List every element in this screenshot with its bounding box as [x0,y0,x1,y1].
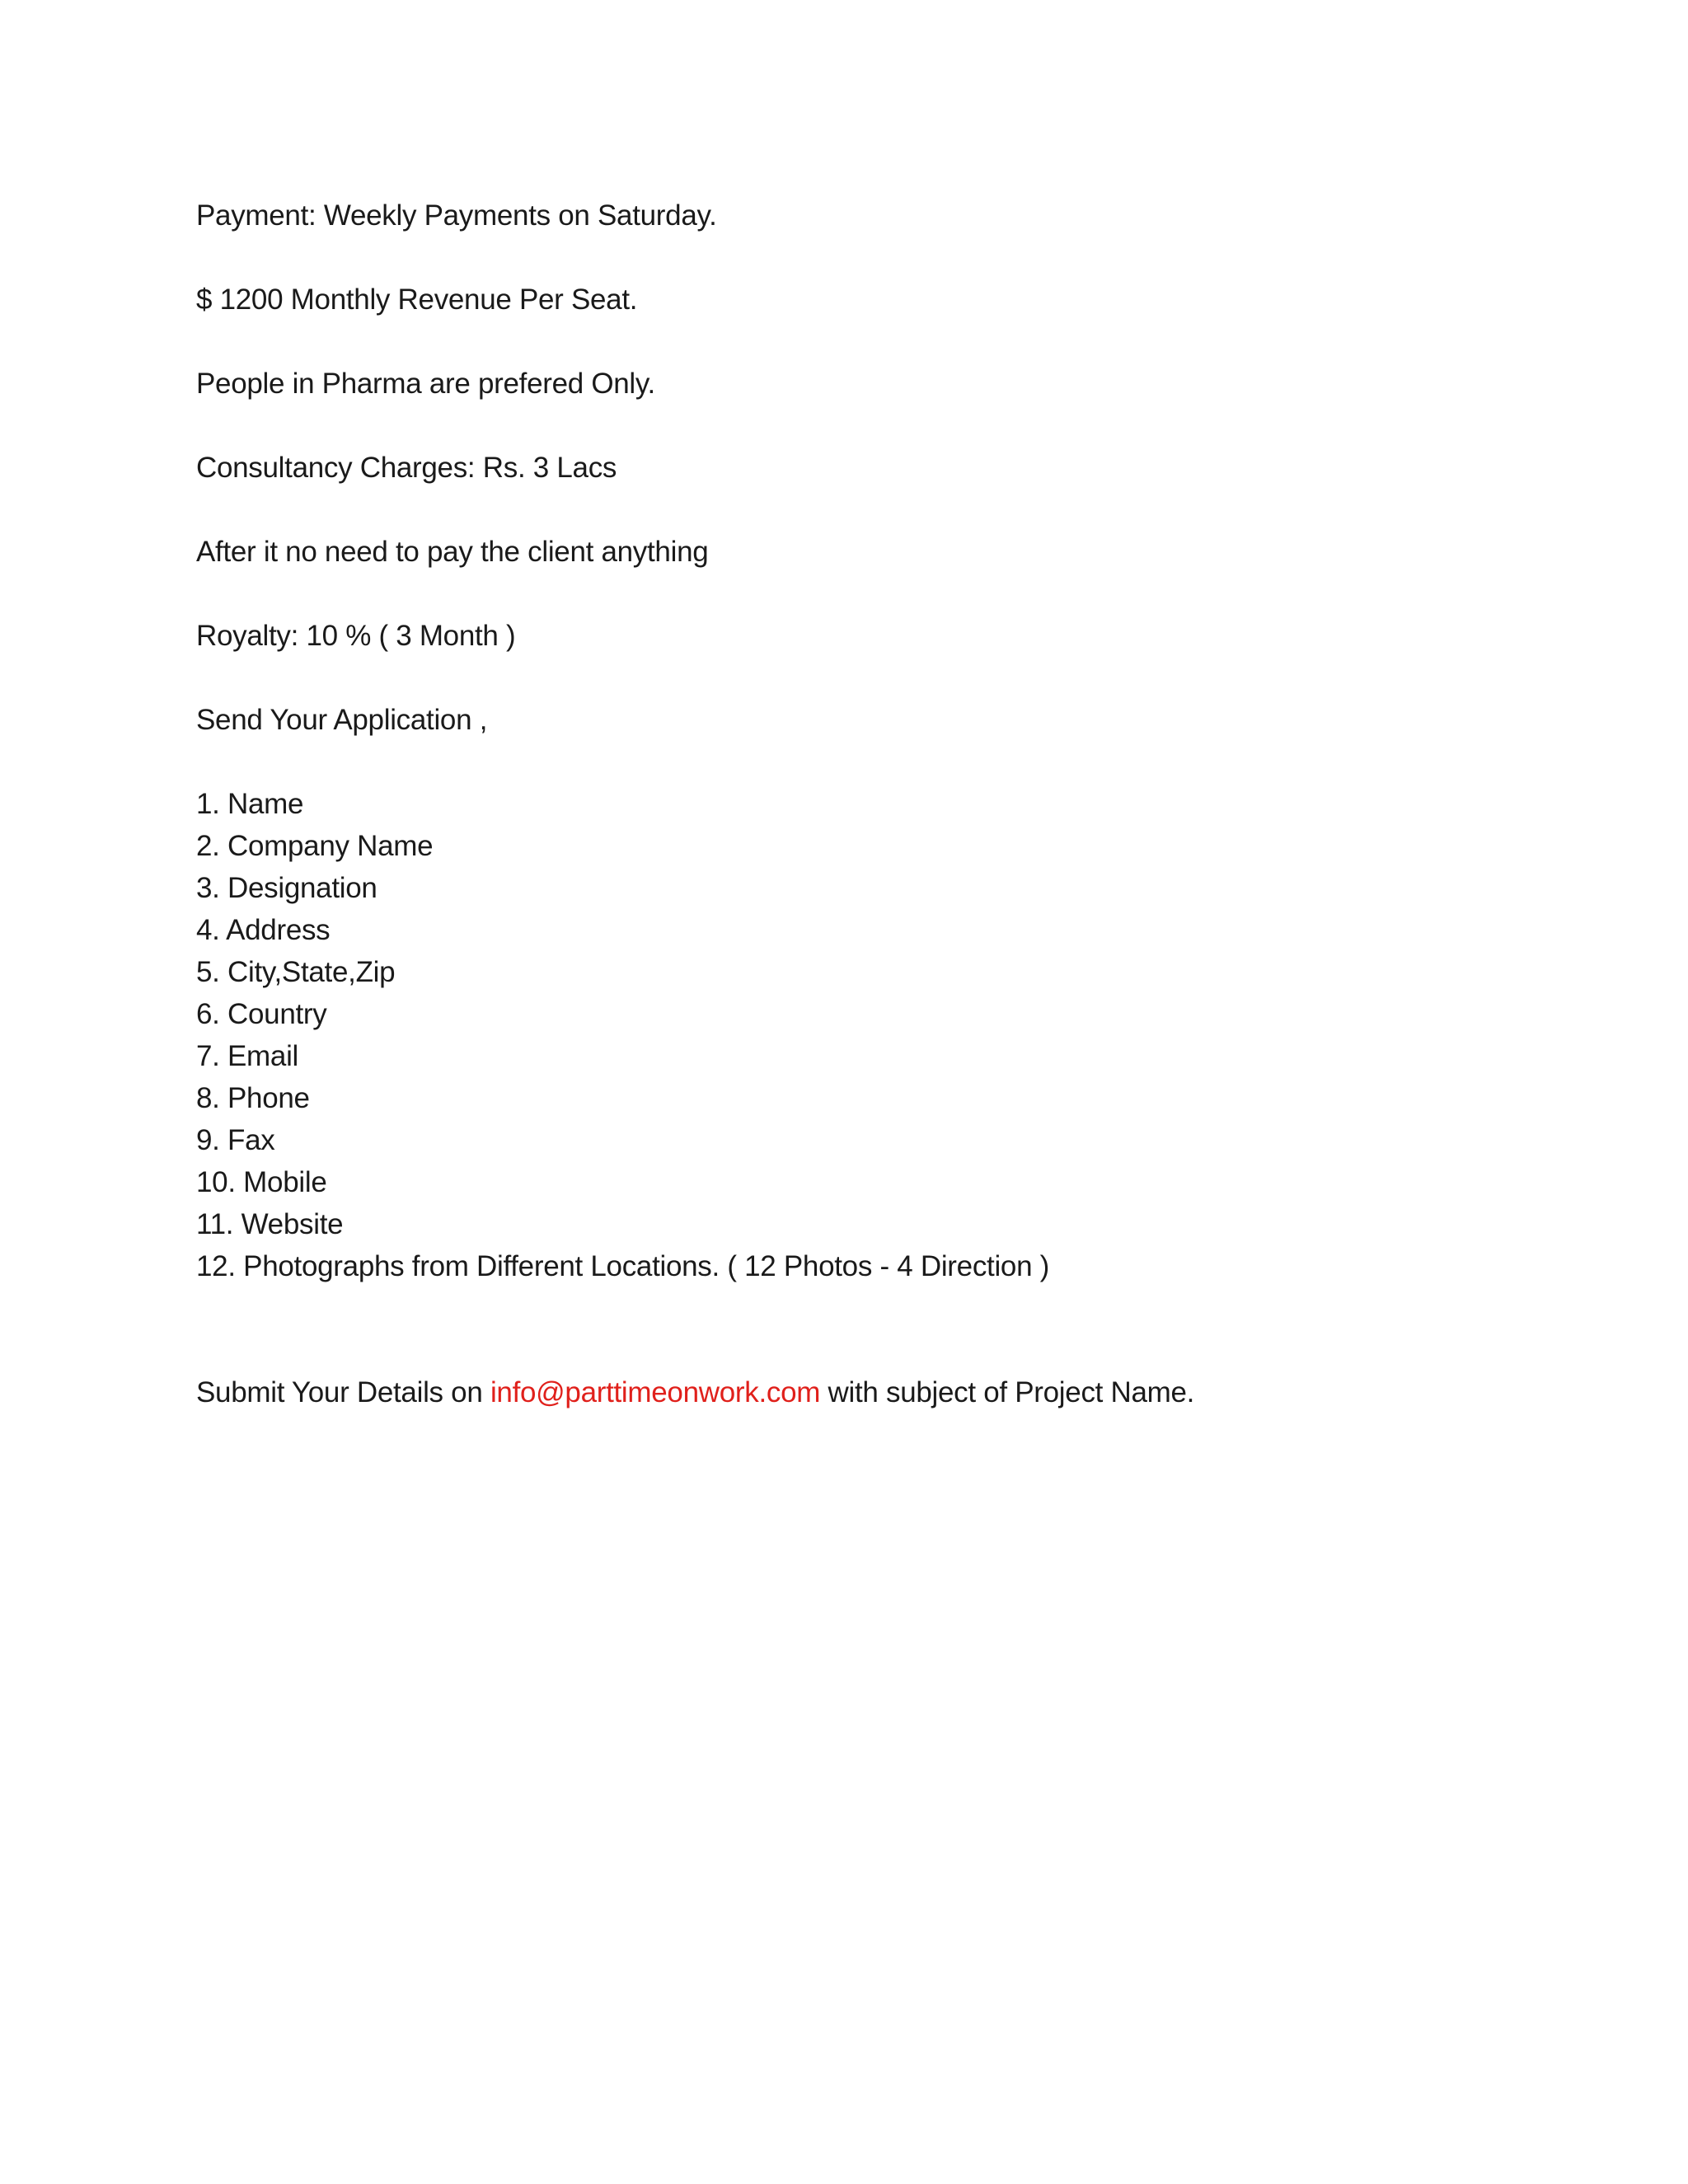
preference-line: People in Pharma are prefered Only. [196,368,655,400]
submit-suffix-text: with subject of Project Name. [820,1376,1195,1408]
list-item: 1. Name [196,788,304,820]
submit-prefix-text: Submit Your Details on [196,1376,490,1408]
list-item: 6. Country [196,998,327,1030]
list-item: 3. Designation [196,872,377,904]
consultancy-charges-line: Consultancy Charges: Rs. 3 Lacs [196,452,617,484]
contact-email-link[interactable]: info@parttimeonwork.com [490,1376,821,1408]
list-item: 10. Mobile [196,1166,327,1198]
list-item: 9. Fax [196,1124,275,1156]
no-payment-line: After it no need to pay the client anything [196,536,709,568]
list-item: 5. City,State,Zip [196,956,396,988]
list-item: 7. Email [196,1040,299,1072]
list-item: 4. Address [196,914,331,946]
list-item: 8. Phone [196,1082,310,1114]
application-fields-list [196,783,1515,1287]
send-application-heading: Send Your Application , [196,704,488,736]
document-body [196,194,1515,1442]
revenue-line: $ 1200 Monthly Revenue Per Seat. [196,284,638,316]
list-item: 11. Website [196,1208,344,1240]
submit-details-line [196,1371,1515,1413]
payment-line: Payment: Weekly Payments on Saturday. [196,199,717,232]
list-item: 12. Photographs from Different Locations. ( 12 Photos - 4 Direction ) [196,1250,1050,1282]
royalty-line: Royalty: 10 % ( 3 Month ) [196,620,516,652]
list-item: 2. Company Name [196,830,434,862]
